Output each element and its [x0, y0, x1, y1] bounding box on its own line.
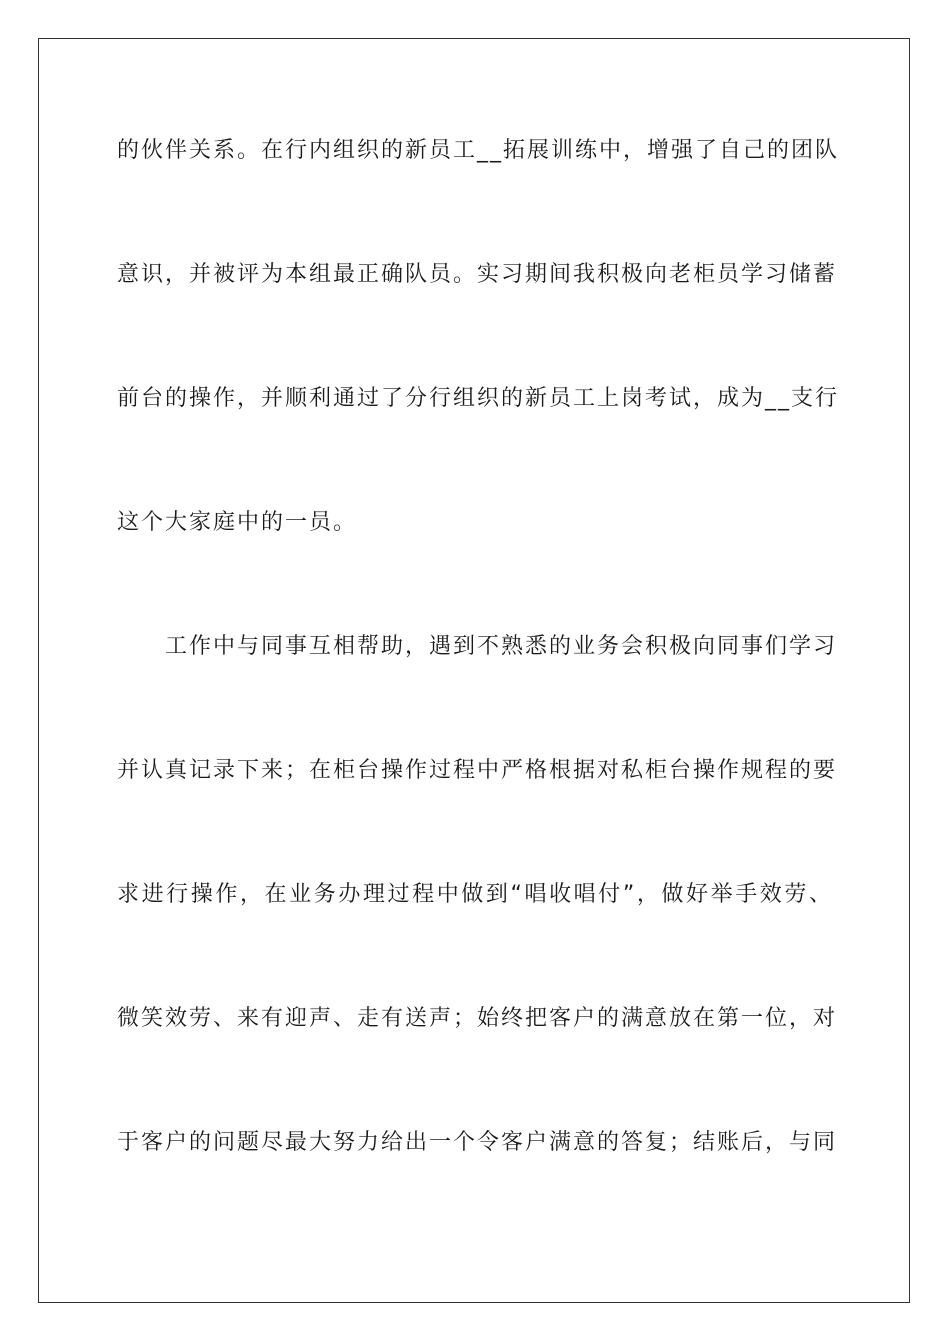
paragraph-line-8: 微笑效劳、来有迎声、走有送声；始终把客户的满意放在第一位，对 — [117, 1006, 838, 1031]
paragraph-line-9: 于客户的问题尽最大努力给出一个令客户满意的答复；结账后，与同 — [117, 1130, 838, 1155]
paragraph-line-1: 的伙伴关系。在行内组织的新员工__拓展训练中，增强了自己的团队 — [117, 138, 840, 163]
page-frame — [38, 38, 910, 1303]
paragraph-line-4: 这个大家庭中的一员。 — [117, 510, 358, 535]
paragraph-line-6: 并认真记录下来；在柜台操作过程中严格根据对私柜台操作规程的要 — [117, 758, 838, 783]
paragraph-line-5: 工作中与同事互相帮助，遇到不熟悉的业务会积极向同事们学习 — [165, 634, 838, 659]
paragraph-line-7: 求进行操作，在业务办理过程中做到“唱收唱付”，做好举手效劳、 — [117, 882, 833, 907]
paragraph-line-3: 前台的操作，并顺利通过了分行组织的新员工上岗考试，成为__支行 — [117, 386, 840, 411]
paragraph-line-2: 意识，并被评为本组最正确队员。实习期间我积极向老柜员学习储蓄 — [117, 262, 838, 287]
